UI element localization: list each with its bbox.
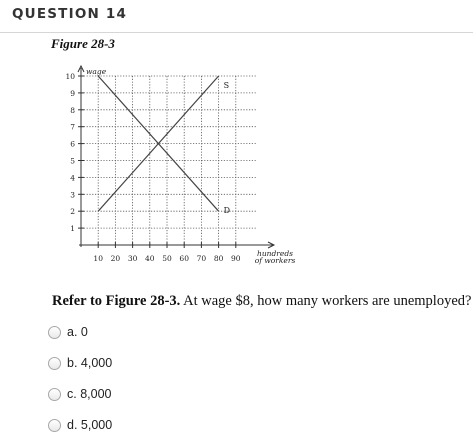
x-tick-label: 30 xyxy=(127,254,138,263)
radio-button[interactable] xyxy=(48,388,61,401)
radio-button[interactable] xyxy=(48,326,61,339)
y-axis-label: wage xyxy=(86,67,107,76)
x-tick-label: 60 xyxy=(179,254,189,263)
x-tick-label: 10 xyxy=(93,254,103,263)
x-tick-label: 20 xyxy=(110,254,121,263)
choice-label: c. 8,000 xyxy=(67,387,112,401)
y-tick-label: 7 xyxy=(70,122,75,132)
choice-a[interactable] xyxy=(48,322,88,342)
x-tick-label: 70 xyxy=(196,254,207,263)
x-axis-label: hundreds xyxy=(257,249,293,258)
choice-label: a. 0 xyxy=(67,325,88,339)
y-tick-label: 2 xyxy=(70,207,75,217)
y-tick-label: 5 xyxy=(70,156,75,166)
question-title: QUESTION 14 xyxy=(12,6,128,22)
radio-button[interactable] xyxy=(48,419,61,432)
x-tick-label: 40 xyxy=(145,254,155,263)
y-tick-label: 10 xyxy=(65,72,75,81)
choice-label: b. 4,000 xyxy=(67,356,113,370)
x-tick-label: 90 xyxy=(231,254,241,263)
choice-c[interactable] xyxy=(48,384,111,404)
y-tick-label: 4 xyxy=(70,173,75,183)
figure-title: Figure 28-3 xyxy=(51,36,115,51)
y-tick-label: 8 xyxy=(70,105,75,115)
demand-label: D xyxy=(223,206,231,216)
radio-button[interactable] xyxy=(48,357,61,370)
question-text: At wage $8, how many workers are unemployed? xyxy=(180,293,472,309)
x-tick-label: 50 xyxy=(162,254,172,263)
x-axis-label: of workers xyxy=(254,256,296,265)
supply-label: S xyxy=(223,81,230,90)
y-tick-label: 3 xyxy=(70,190,75,200)
choice-d[interactable] xyxy=(48,415,112,435)
choice-b[interactable] xyxy=(48,353,112,373)
y-tick-label: 6 xyxy=(70,139,75,149)
x-tick-label: 80 xyxy=(213,254,224,263)
figure-reference: Refer to Figure 28-3. xyxy=(52,293,181,309)
y-tick-label: 1 xyxy=(70,224,75,234)
question-prompt xyxy=(52,293,471,310)
y-tick-label: 9 xyxy=(70,88,75,98)
choice-label: d. 5,000 xyxy=(67,418,113,432)
